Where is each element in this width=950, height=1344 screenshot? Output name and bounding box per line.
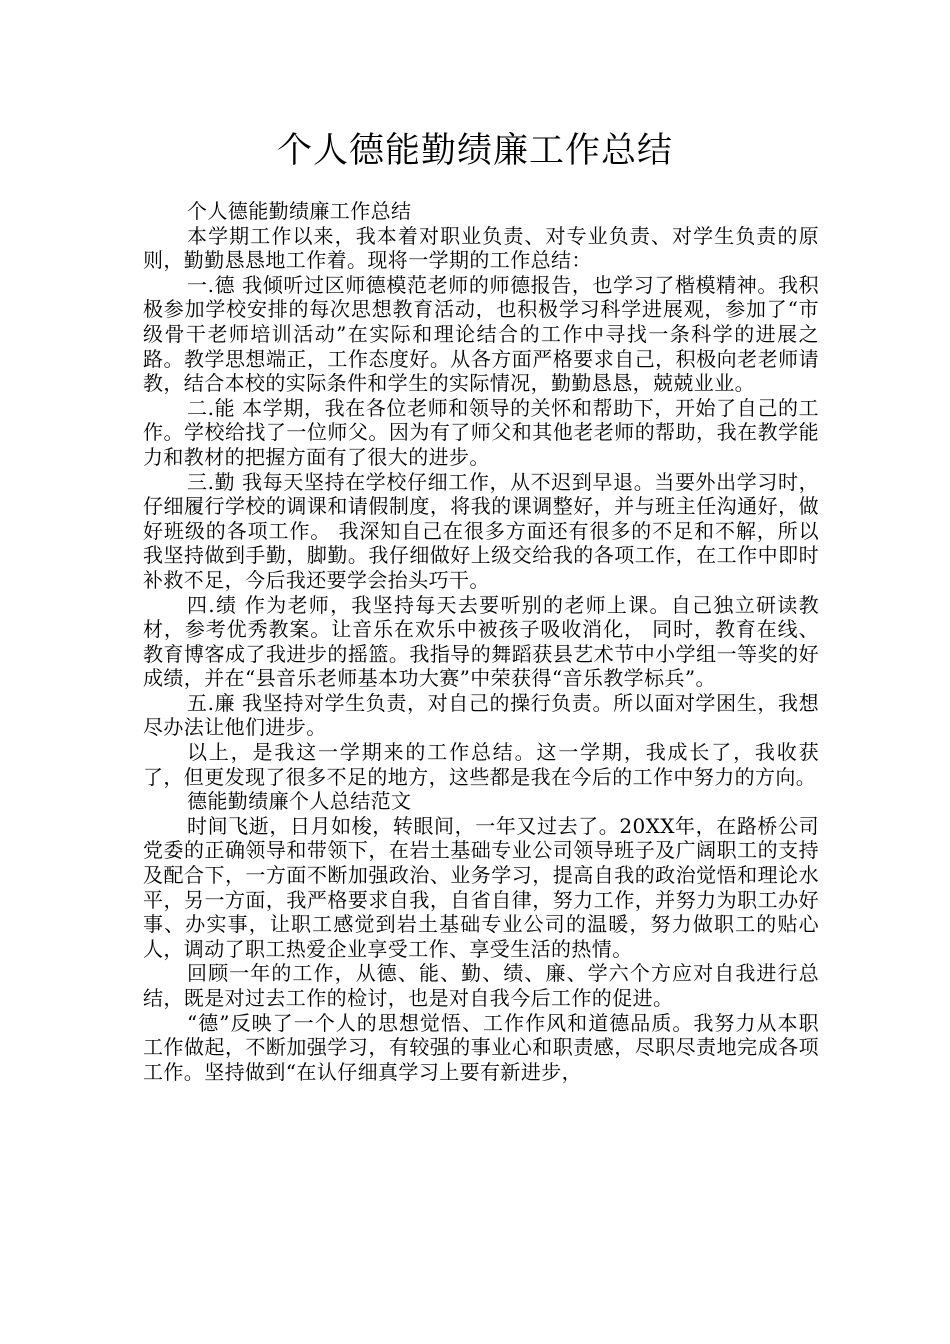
- paragraph: 五.廉 我坚持对学生负责，对自己的操行负责。所以面对学困生，我想尽办法让他们进步。: [143, 690, 819, 740]
- paragraph: 时间飞逝，日月如梭，转眼间，一年又过去了。20XX年，在路桥公司党委的正确领导和带领下，在岩土基础专业公司领导班子及广阔职工的支持及配合下，一方面不断加强政治、业务学习，提高自我的政治觉悟和理论水平，另一方面，我严格要求自我，自省自律，努力工作，并努力为职工办好事、办实事，让职工感觉到岩土基础专业公司的温暖，努力做职工的贴心人，调动了职工热爱企业享受工作、享受生活的热情。: [143, 813, 819, 961]
- paragraph: 三.勤 我每天坚持在学校仔细工作，从不迟到早退。当要外出学习时，仔细履行学校的调课和请假制度，将我的课调整好，并与班主任沟通好，做好班级的各项工作。 我深知自己在很多方面还有很多的不足和不解，所以我坚持做到手勤，脚勤。我仔细做好上级交给我的各项工作，在工作中即时补救不足，今后我还要学会抬头巧干。: [143, 469, 819, 592]
- paragraph: 一.德 我倾听过区师德模范老师的师德报告，也学习了楷模精神。我积极参加学校安排的每次思想教育活动，也积极学习科学进展观，参加了“市级骨干老师培训活动”在实际和理论结合的工作中寻找一条科学的进展之路。教学思想端正，工作态度好。从各方面严格要求自己，积极向老老师请教，结合本校的实际条件和学生的实际情况，勤勤恳恳，兢兢业业。: [143, 272, 819, 396]
- paragraph: 回顾一年的工作，从德、能、勤、绩、廉、学六个方应对自我进行总结，既是对过去工作的检讨，也是对自我今后工作的促进。: [143, 961, 819, 1010]
- paragraph: “德”反映了一个人的思想觉悟、工作作风和道德品质。我努力从本职工作做起，不断加强学习，有较强的事业心和职责感，尽职尽责地完成各项工作。坚持做到“在认仔细真学习上要有新进步，: [143, 1010, 819, 1084]
- paragraph: 四.绩 作为老师，我坚持每天去要听别的老师上课。自己独立研读教材，参考优秀教案。让音乐在欢乐中被孩子吸收消化， 同时，教育在线、教育博客成了我进步的摇篮。我指导的舞蹈获县艺术节中小学组一等奖的好成绩，并在“县音乐老师基本功大赛”中荣获得“音乐教学标兵”。: [143, 592, 819, 691]
- section-heading: 德能勤绩廉个人总结范文: [187, 789, 412, 814]
- paragraph: 本学期工作以来，我本着对职业负责、对专业负责、对学生负责的原则，勤勤恳恳地工作着。现将一学期的工作总结：: [143, 223, 819, 273]
- document-body: [143, 199, 819, 1084]
- paragraph: 二.能 本学期，我在各位老师和领导的关怀和帮助下，开始了自己的工作。学校给找了一位师父。因为有了师父和其他老老师的帮助，我在教学能力和教材的把握方面有了很大的进步。: [143, 395, 819, 469]
- paragraph: 以上，是我这一学期来的工作总结。这一学期，我成长了，我收获了，但更发现了很多不足的地方，这些都是我在今后的工作中努力的方向。: [143, 740, 819, 789]
- document-title: 个人德能勤绩廉工作总结: [276, 131, 673, 171]
- paragraph: 个人德能勤绩廉工作总结: [187, 199, 412, 223]
